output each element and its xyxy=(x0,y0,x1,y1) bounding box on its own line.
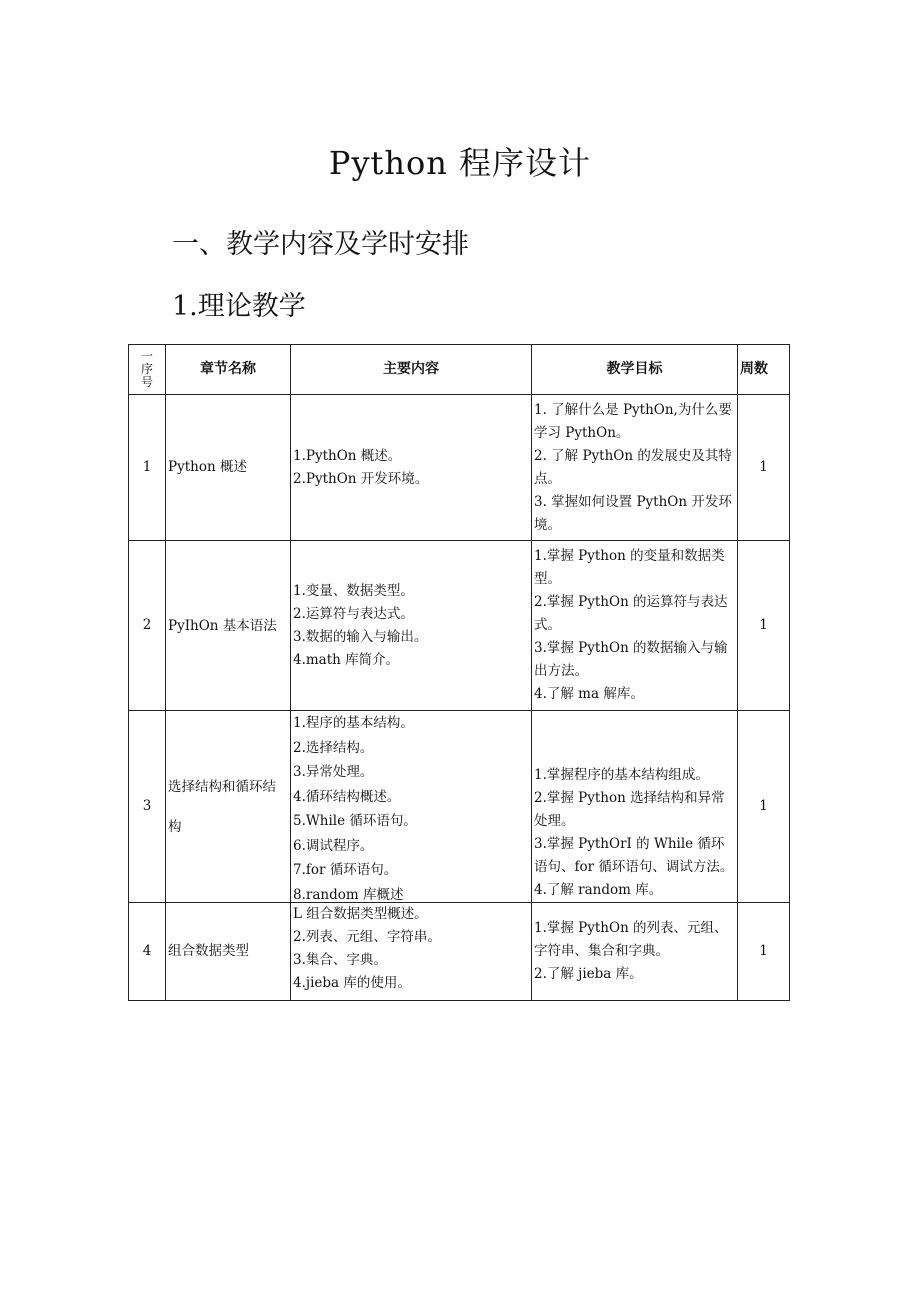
content-header: 主要内容 xyxy=(291,345,532,395)
section-heading: 一、教学内容及学时安排 xyxy=(172,229,469,260)
row-index: 4 xyxy=(129,903,166,1001)
chapter-name: PyIhOn 基本语法 xyxy=(168,617,277,634)
row-chapter: Python 概述 xyxy=(166,395,291,541)
row-content xyxy=(291,395,532,541)
row-goals xyxy=(532,903,738,1001)
subsection-heading: 1.理论教学 xyxy=(172,291,306,322)
goal-item: 2.了解 jieba 库。 xyxy=(534,966,643,982)
row-content xyxy=(291,711,532,903)
content-item: 8.random 库概述 xyxy=(293,886,404,903)
table-row xyxy=(129,541,790,711)
index-header-mark: 一 xyxy=(140,349,153,363)
content-item: 3.数据的输入与输出。 xyxy=(293,628,428,645)
row-index: 3 xyxy=(129,711,166,903)
document-title: Python 程序设计 xyxy=(328,144,592,182)
row-goals xyxy=(532,711,738,903)
content-item: 4.jieba 库的使用。 xyxy=(293,975,411,991)
content-item: 2.列表、元组、字符串。 xyxy=(293,929,441,945)
chapter-name: 选择结构和循环结构 xyxy=(168,778,276,835)
content-item: 4.循环结构概述。 xyxy=(293,788,401,805)
index-header-label: 序号 xyxy=(140,362,153,389)
goal-header: 教学目标 xyxy=(532,345,738,395)
content-item: 3.异常处理。 xyxy=(293,764,374,780)
row-chapter: 组合数据类型 xyxy=(166,903,291,1001)
row-weeks: 1 xyxy=(738,541,790,711)
content-item: 4.math 库简介。 xyxy=(293,651,400,668)
goal-item: 2. 了解 PythOn 的发展史及其特点。 xyxy=(534,447,732,487)
table-row xyxy=(129,711,790,903)
content-item: 2.选择结构。 xyxy=(293,739,374,756)
goal-item: 2.掌握 PythOn 的运算符与表达式。 xyxy=(534,594,728,633)
content-item: 7.for 循环语句。 xyxy=(293,862,398,878)
row-weeks: 1 xyxy=(738,711,790,903)
goal-item: 2.掌握 Python 选择结构和异常处理。 xyxy=(534,790,725,829)
row-goals xyxy=(532,541,738,711)
chapter-header: 章节名称 xyxy=(166,345,291,395)
table-header-row xyxy=(129,345,790,395)
content-item: 2.PythOn 开发环境。 xyxy=(293,470,429,487)
row-goals xyxy=(532,395,738,541)
theory-teaching-table xyxy=(128,344,790,1001)
content-item: 1.变量、数据类型。 xyxy=(293,582,414,599)
content-item: 3.集合、字典。 xyxy=(293,952,387,968)
content-item: 1.程序的基本结构。 xyxy=(293,715,414,731)
goal-item: 3.掌握 PythOn 的数据输入与输出方法。 xyxy=(534,640,728,679)
row-content xyxy=(291,903,532,1001)
row-content xyxy=(291,541,532,711)
content-item: 6.调试程序。 xyxy=(293,837,374,854)
content-item: 2.运算符与表达式。 xyxy=(293,605,414,622)
row-chapter xyxy=(166,541,291,711)
goal-item: 1.掌握程序的基本结构组成。 xyxy=(534,767,709,783)
row-chapter xyxy=(166,711,291,903)
index-header xyxy=(129,345,166,395)
goal-item: 3.掌握 PythOrI 的 While 循环语句、for 循环语句、调试方法。 xyxy=(534,836,734,875)
row-weeks: 1 xyxy=(738,903,790,1001)
content-item: 1.PythOn 概述。 xyxy=(293,447,402,464)
row-index: 2 xyxy=(129,541,166,711)
goal-item: 3. 掌握如何设置 PythOn 开发环境。 xyxy=(534,493,732,533)
row-index: 1 xyxy=(129,395,166,541)
table-row xyxy=(129,903,790,1001)
weeks-header: 周数 xyxy=(738,345,790,395)
goal-item: 1. 了解什么是 PythOn,为什么要学习 PythOn。 xyxy=(534,401,732,441)
goal-item: 4.了解 ma 解库。 xyxy=(534,686,644,702)
content-item: 5.While 循环语句。 xyxy=(293,813,417,829)
row-weeks: 1 xyxy=(738,395,790,541)
goal-item: 1.掌握 PythOn 的列表、元组、字符串、集合和字典。 xyxy=(534,920,728,959)
goal-item: 4.了解 random 库。 xyxy=(534,882,663,898)
table-row xyxy=(129,395,790,541)
content-item: L 组合数据类型概述。 xyxy=(293,906,428,922)
goal-item: 1.掌握 Python 的变量和数据类型。 xyxy=(534,548,725,587)
